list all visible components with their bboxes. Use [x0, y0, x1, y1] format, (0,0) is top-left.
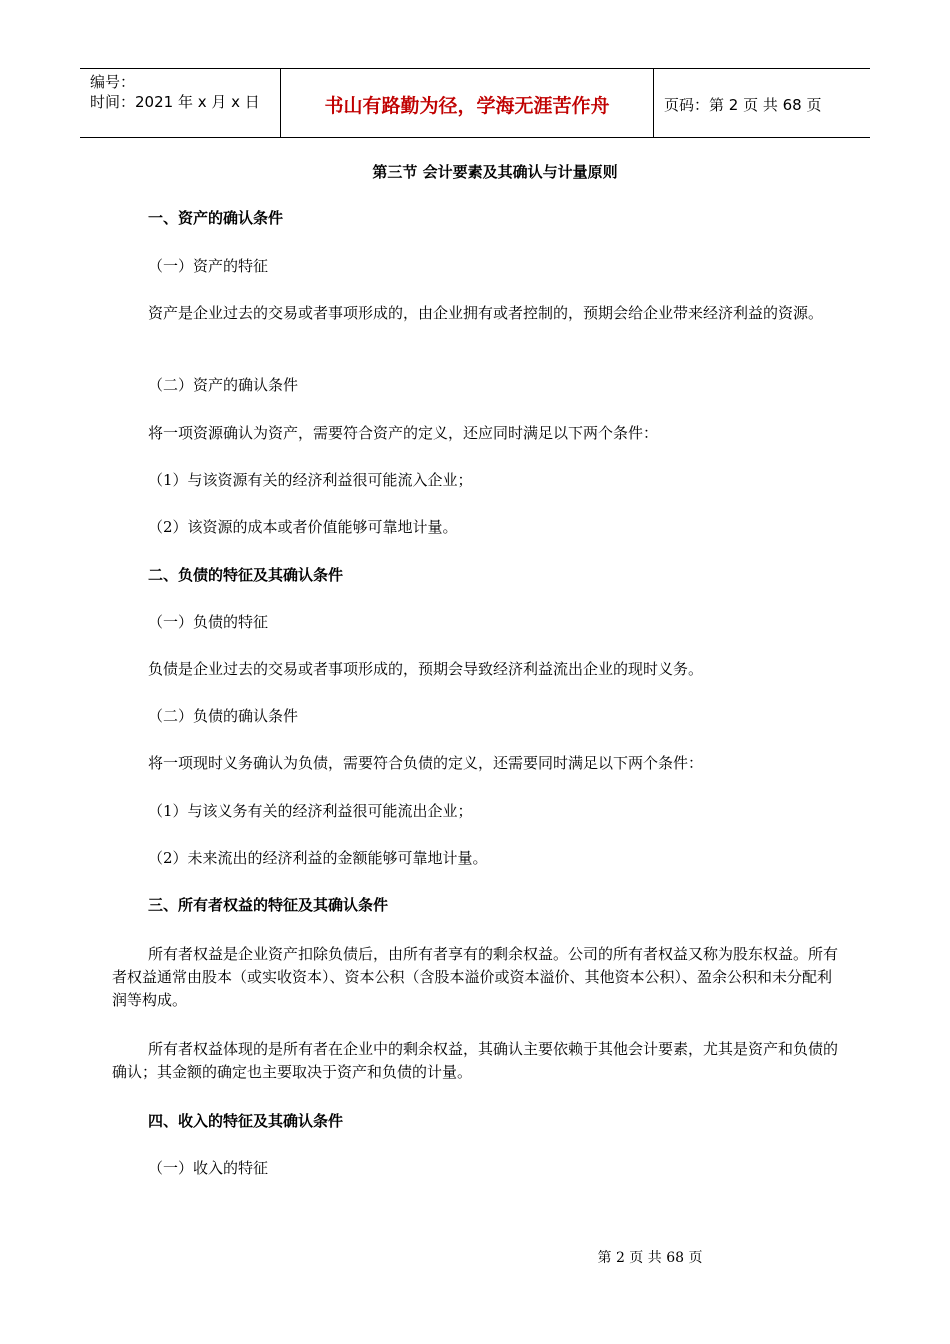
list-item-asset-1: （1）与该资源有关的经济利益很可能流入企业； — [148, 471, 473, 489]
subheading-liability-recognition: （二）负债的确认条件 — [148, 707, 299, 725]
document-header — [80, 68, 870, 138]
subheading-asset-recognition: （二）资产的确认条件 — [148, 376, 299, 394]
paragraph-asset-definition: 资产是企业过去的交易或者事项形成的，由企业拥有或者控制的，预期会给企业带来经济利益的资源。 — [148, 304, 824, 322]
heading-equity: 三、所有者权益的特征及其确认条件 — [148, 896, 389, 914]
header-motto-cell — [281, 69, 654, 137]
motto: 书山有路勤为径，学海无涯苦作舟 — [324, 95, 610, 117]
list-item-asset-2: （2）该资源的成本或者价值能够可靠地计量。 — [148, 518, 458, 536]
paragraph-asset-conditions: 将一项资源确认为资产，需要符合资产的定义，还应同时满足以下两个条件： — [148, 424, 659, 442]
list-item-liability-1: （1）与该义务有关的经济利益很可能流出企业； — [148, 802, 473, 820]
paragraph-equity-recognition: 所有者权益体现的是所有者在企业中的剩余权益，其确认主要依赖于其他会计要素，尤其是资产和负债的确认；其金额的确定也主要取决于资产和负债的计量。 — [112, 1040, 839, 1081]
header-page-cell — [654, 69, 870, 137]
paragraph-liability-definition: 负债是企业过去的交易或者事项形成的，预期会导致经济利益流出企业的现时义务。 — [148, 660, 704, 678]
header-page-info: 页码：第 2 页 共 68 页 — [664, 96, 822, 114]
heading-liabilities: 二、负债的特征及其确认条件 — [148, 566, 344, 584]
subheading-liability-features: （一）负债的特征 — [148, 613, 269, 631]
paragraph-equity-definition: 所有者权益是企业资产扣除负债后，由所有者享有的剩余权益。公司的所有者权益又称为股东权益。所有者权益通常由股本（或实收资本）、资本公积（含股本溢价或资本溢价、其他资本公积）、盈余公积和未分配利润等构成。 — [112, 945, 839, 1009]
heading-revenue: 四、收入的特征及其确认条件 — [148, 1112, 344, 1130]
subheading-revenue-features: （一）收入的特征 — [148, 1159, 269, 1177]
page-footer: 第 2 页 共 68 页 — [597, 1250, 703, 1266]
header-left-cell — [80, 69, 281, 137]
heading-assets: 一、资产的确认条件 — [148, 209, 284, 227]
subheading-asset-features: （一）资产的特征 — [148, 257, 269, 275]
section-title: 第三节 会计要素及其确认与计量原则 — [372, 163, 618, 181]
list-item-liability-2: （2）未来流出的经济利益的金额能够可靠地计量。 — [148, 849, 488, 867]
time-label: 时间：2021 年 x 月 x 日 — [90, 93, 260, 111]
paragraph-liability-conditions: 将一项现时义务确认为负债，需要符合负债的定义，还需要同时满足以下两个条件： — [148, 754, 704, 772]
number-label: 编号： — [90, 73, 136, 91]
